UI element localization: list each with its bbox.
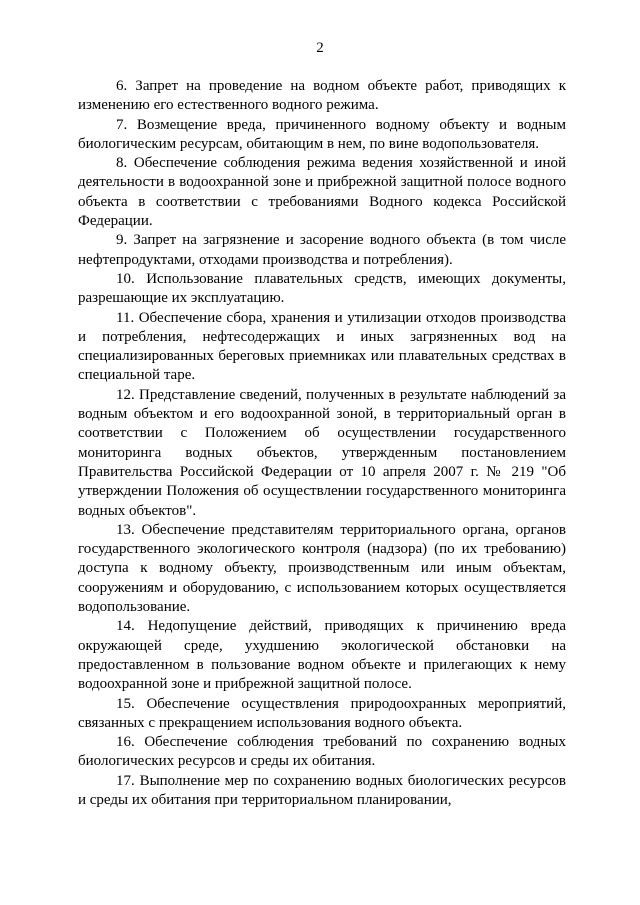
paragraph-6: 6. Запрет на проведение на водном объекте работ, приводящих к изменению его естественного водного режима. [78, 78, 566, 114]
paragraph-10: 10. Использование плавательных средств, имеющих документы, разрешающие их эксплуатацию. [78, 270, 566, 307]
page-number: 2 [316, 40, 324, 56]
paragraph-8: 8. Обеспечение соблюдения режима ведения хозяйственной и иной деятельности в водоохранной зоне и прибрежной защитной полосе водного объекта в соответствии с требованиями Водного кодекса Российской Федерации. [78, 155, 566, 230]
paragraph-17: 17. Выполнение мер по сохранению водных биологических ресурсов и среды их обитания при территориальном планировании, [78, 772, 566, 808]
paragraph-12: 12. Представление сведений, полученных в результате наблюдений за водным объектом и его водоохранной зоной, в территориальный орган в соответствии с Положением об осуществлении государственного мониторинга водных объектов, утвержденным постановлением Правительства Российской Федерации от 10 апреля 2007 г. № 219 "Об утверждении Положения об осуществлении государственного мониторинга водных объектов". [78, 386, 566, 519]
paragraph-7: 7. Возмещение вреда, причиненного водному объекту и водным биологическим ресурсам, обитающим в нем, по вине водопользователя. [78, 116, 566, 152]
paragraph-14: 14. Недопущение действий, приводящих к причинению вреда окружающей среде, ухудшению экологической обстановки на предоставленном в пользование водном объекте и прилегающих к нему водоохранной зоне и прибрежной защитной полосе. [78, 618, 566, 693]
paragraph-16: 16. Обеспечение соблюдения требований по сохранению водных биологических ресурсов и среды их обитания. [78, 734, 566, 770]
paragraph-9: 9. Запрет на загрязнение и засорение водного объекта (в том числе нефтепродуктами, отходами производства и потребления). [78, 232, 566, 268]
paragraph-13: 13. Обеспечение представителям территориального органа, органов государственного экологического контроля (надзора) (по их требованию) доступа к водному объекту, производственным или иным объектам, сооружениям и оборудованию, с использованием которых осуществляется водопользование. [78, 521, 566, 616]
paragraph-15: 15. Обеспечение осуществления природоохранных мероприятий, связанных с прекращением использования водного объекта. [78, 695, 566, 731]
paragraph-11: 11. Обеспечение сбора, хранения и утилизации отходов производства и потребления, нефтесодержащих и иных загрязненных вод на специализированных береговых приемниках или плавательных средствах в специальной таре. [78, 309, 566, 384]
document-body [78, 77, 566, 810]
